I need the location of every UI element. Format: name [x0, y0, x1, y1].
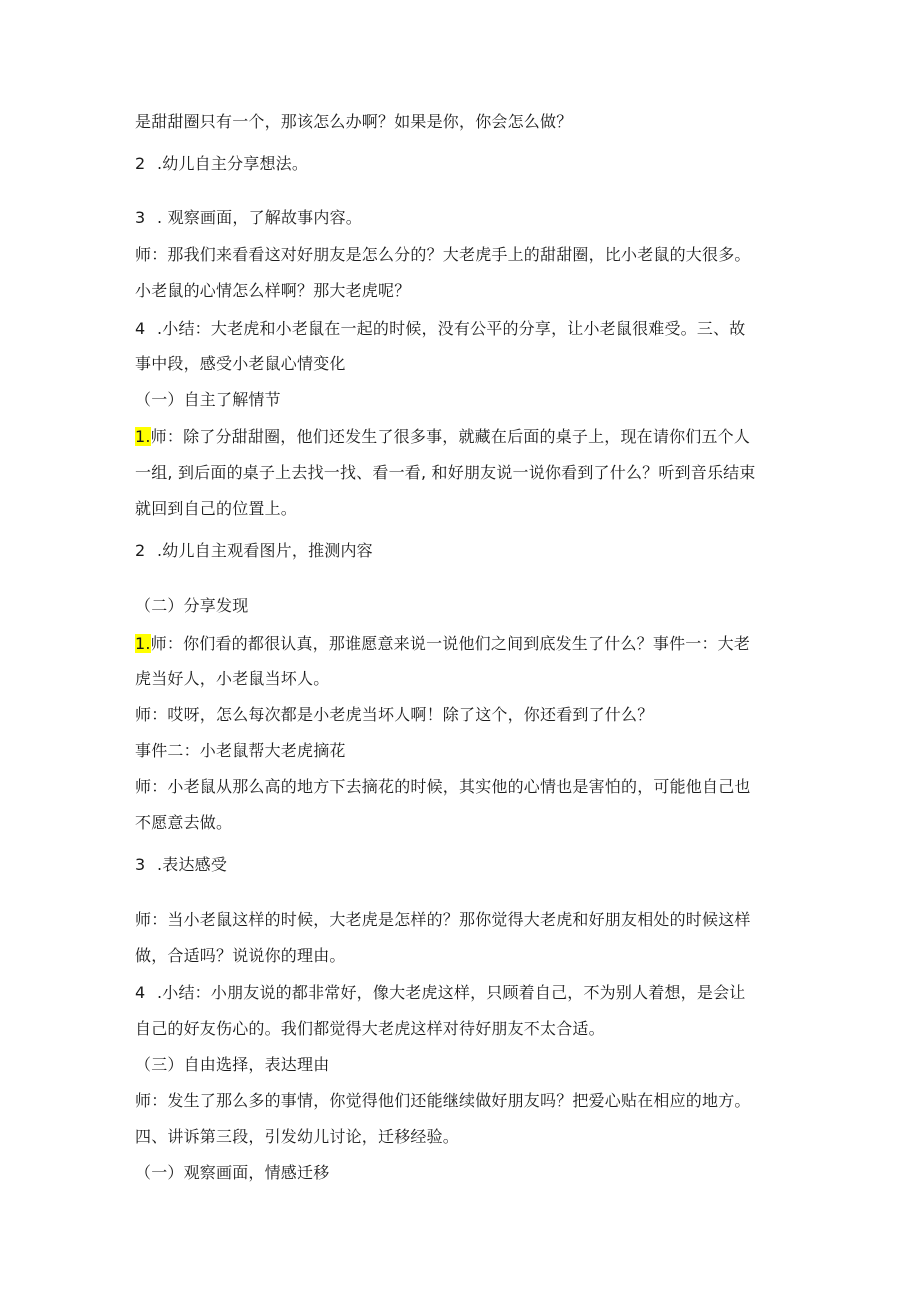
highlighted-marker: 1. [135, 634, 151, 653]
text-line: 师：发生了那么多的事情，你觉得他们还能继续做好朋友吗？把爱心贴在相应的地方。 [135, 1091, 751, 1110]
item-text: 师：你们看的都很认真，那谁愿意来说一说他们之间到底发生了什么？事件一：大老 [150, 634, 751, 653]
highlighted-item [135, 634, 750, 654]
text-line: 师：小老鼠从那么高的地方下去摘花的时候，其实他的心情也是害怕的，可能他自己也 [135, 777, 751, 796]
numbered-item [135, 208, 362, 228]
item-number: 4 [135, 983, 146, 1002]
highlighted-marker: 1. [135, 427, 151, 446]
section-heading: （二）分享发现 [135, 596, 249, 615]
numbered-item [135, 319, 746, 339]
item-number: 4 [135, 319, 146, 338]
item-number: 2 [135, 154, 146, 173]
item-text: .幼儿自主分享想法。 [157, 154, 309, 173]
numbered-item [135, 855, 227, 875]
text-line: 自己的好友伤心的。我们都觉得大老虎这样对待好朋友不太合适。 [135, 1019, 605, 1038]
text-line: 虎当好人，小老鼠当坏人。 [135, 669, 330, 688]
text-line: 不愿意去做。 [135, 813, 233, 832]
text-line: 事件二：小老鼠帮大老虎摘花 [135, 741, 346, 760]
text-line: 就回到自己的位置上。 [135, 499, 298, 518]
text-line: 小老鼠的心情怎么样啊？那大老虎呢？ [135, 281, 411, 300]
highlighted-item [135, 427, 750, 447]
numbered-item [135, 983, 746, 1003]
text-line: 事中段，感受小老鼠心情变化 [135, 354, 346, 373]
item-text: 师：除了分甜甜圈，他们还发生了很多事，就藏在后面的桌子上，现在请你们五个人 [150, 427, 751, 446]
section-heading: 四、讲诉第三段，引发幼儿讨论，迁移经验。 [135, 1127, 460, 1146]
text-line: 师：那我们来看看这对好朋友是怎么分的？大老虎手上的甜甜圈，比小老鼠的大很多。 [135, 245, 751, 264]
item-text: .小结：小朋友说的都非常好，像大老虎这样，只顾着自己，不为别人着想，是会让 [157, 983, 746, 1002]
item-text: .小结：大老虎和小老鼠在一起的时候，没有公平的分享，让小老鼠很难受。三、故 [157, 319, 746, 338]
text-line: 做，合适吗？说说你的理由。 [135, 946, 346, 965]
item-number: 2 [135, 541, 146, 560]
numbered-item [135, 154, 308, 174]
item-text: .表达感受 [157, 855, 228, 874]
text-line: 师：哎呀，怎么每次都是小老虎当坏人啊！除了这个，你还看到了什么？ [135, 705, 654, 724]
item-text: . 观察画面，了解故事内容。 [157, 208, 362, 227]
text-line: 师：当小老鼠这样的时候，大老虎是怎样的？那你觉得大老虎和好朋友相处的时候这样 [135, 910, 751, 929]
item-number: 3 [135, 208, 146, 227]
text-line: 是甜甜圈只有一个，那该怎么办啊？如果是你，你会怎么做？ [135, 112, 573, 131]
numbered-item [135, 541, 373, 561]
text-line: 一组, 到后面的桌子上去找一找、看一看, 和好朋友说一说你看到了什么？听到音乐结束 [135, 463, 756, 482]
section-heading: （一）观察画面，情感迁移 [135, 1163, 330, 1182]
section-heading: （一）自主了解情节 [135, 390, 281, 409]
section-heading: （三）自由选择，表达理由 [135, 1055, 330, 1074]
item-text: .幼儿自主观看图片，推测内容 [157, 541, 373, 560]
item-number: 3 [135, 855, 146, 874]
